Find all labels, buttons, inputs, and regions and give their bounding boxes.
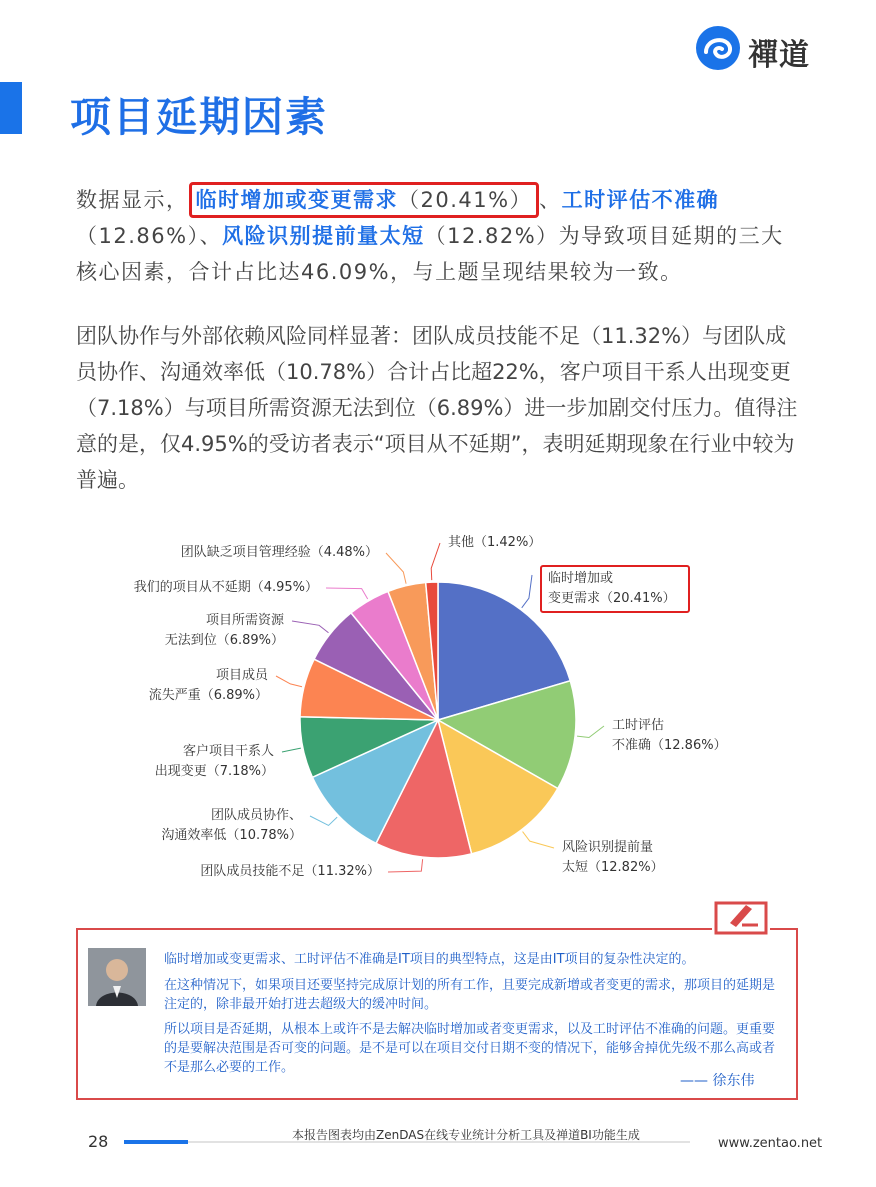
pie-leader-line bbox=[282, 748, 301, 752]
pie-leader-line bbox=[522, 575, 532, 608]
pie-label-line-2: 无法到位（6.89%） bbox=[164, 633, 284, 648]
pie-label bbox=[161, 806, 302, 846]
pie-label bbox=[165, 611, 284, 651]
pie-label-line-2: 太短（12.82%） bbox=[562, 860, 664, 875]
highlight-box bbox=[189, 182, 540, 218]
pie-label-line-2: 不准确（12.86%） bbox=[612, 738, 727, 753]
pie-label-line-1: 工时评估 bbox=[612, 718, 665, 733]
pie-leader-line bbox=[577, 726, 604, 738]
highlight-factor-1-value: （20.41%） bbox=[398, 188, 533, 212]
pie-label-line-1: 团队成员技能不足（11.32%） bbox=[200, 864, 380, 879]
zentao-logo bbox=[694, 22, 844, 74]
expert-avatar bbox=[88, 948, 146, 1006]
pie-label-line-1: 临时增加或 bbox=[548, 571, 614, 586]
highlight-factor-3: 风险识别提前量太短 bbox=[222, 224, 425, 248]
pie-leader-line bbox=[431, 543, 440, 580]
pie-label bbox=[181, 543, 378, 563]
p1-separator: 、 bbox=[539, 188, 562, 212]
pie-label-line-2: 出现变更（7.18%） bbox=[154, 764, 274, 779]
intro-paragraph bbox=[76, 182, 806, 290]
pie-label-line-1: 其他（1.42%） bbox=[448, 535, 542, 550]
pie-leader-line bbox=[276, 676, 302, 687]
pie-label-line-2: 流失严重（6.89%） bbox=[148, 688, 268, 703]
quote-author: —— 徐东伟 bbox=[680, 1073, 755, 1089]
pie-label-line-1: 项目成员 bbox=[215, 668, 268, 683]
pie-label-line-1: 团队成员协作、 bbox=[210, 808, 302, 823]
pie-label-line-1: 项目所需资源 bbox=[205, 613, 284, 628]
pie-label-line-1: 客户项目干系人 bbox=[182, 744, 274, 759]
quote-line-1: 临时增加或变更需求、工时评估不准确是IT项目的典型特点，这是由IT项目的复杂性决定的。 bbox=[164, 952, 695, 967]
analysis-paragraph: 团队协作与外部依赖风险同样显著：团队成员技能不足（11.32%）与团队成员协作、沟通效率低（10.78%）合计占比超22%，客户项目干系人出现变更（7.18%）与项目所需资源无法到位（6.89%）进一步加剧交付压力。值得注意的是，仅4.95%的受访者表示“项目从不延期”，表明延期现象在行业中较为普遍。 bbox=[76, 324, 798, 492]
footer-accent-line bbox=[124, 1140, 188, 1144]
pie-label bbox=[540, 565, 690, 613]
pie-label-line-2: 沟通效率低（10.78%） bbox=[161, 828, 302, 843]
delay-factors-pie-chart bbox=[0, 520, 876, 890]
highlight-factor-1: 临时增加或变更需求 bbox=[195, 188, 398, 212]
footer-note: 本报告图表均由ZenDAS在线专业统计分析工具及禅道BI功能生成 bbox=[292, 1128, 640, 1142]
pie-label-line-1: 风险识别提前量 bbox=[562, 840, 654, 855]
pie-leader-line bbox=[388, 859, 423, 872]
pie-label bbox=[134, 578, 318, 598]
pie-label bbox=[155, 742, 274, 782]
pie-leader-line bbox=[523, 832, 554, 848]
highlight-factor-2-value: （12.86%）、 bbox=[76, 224, 223, 248]
pie-label-line-1: 团队缺乏项目管理经验（4.48%） bbox=[180, 545, 378, 560]
pie-label bbox=[448, 533, 541, 553]
page-title: 项目延期因素 bbox=[70, 93, 328, 141]
pie-leader-line bbox=[310, 816, 337, 825]
pie-label-line-2: 变更需求（20.41%） bbox=[548, 591, 676, 606]
logo-wordmark: 禪道 bbox=[748, 38, 810, 73]
pie-label bbox=[200, 862, 380, 882]
logo-swirl-icon bbox=[694, 24, 742, 72]
p1-prefix: 数据显示， bbox=[76, 188, 189, 212]
quote-line-2: 在这种情况下，如果项目还要坚持完成原计划的所有工作，且要完成新增或者变更的需求，那项目的延期是注定的，除非最开始打进去超级大的缓冲时间。 bbox=[164, 978, 776, 1012]
pie-label bbox=[149, 666, 268, 706]
pie-leader-line bbox=[326, 588, 368, 599]
footer-url: www.zentao.net bbox=[718, 1136, 823, 1151]
edit-note-icon bbox=[712, 893, 770, 937]
pie-label-line-1: 我们的项目从不延期（4.95%） bbox=[133, 580, 318, 595]
page-number: 28 bbox=[88, 1132, 109, 1151]
quote-line-3: 所以项目是否延期，从根本上或许不是去解决临时增加或者变更需求，以及工时评估不准确的问题。更重要的是要解决范围是否可变的问题。是不是可以在项目交付日期不变的情况下，能够舍掉优先级不那么高或者不是那么必要的工作。 bbox=[164, 1022, 776, 1075]
section-accent-bar bbox=[0, 82, 22, 134]
pie-label bbox=[562, 838, 664, 878]
pie-leader-line bbox=[292, 621, 328, 633]
highlight-factor-2: 工时评估不准确 bbox=[561, 188, 720, 212]
p1-rest: （12.82%）为导致项目延期的三大核心因素，合计占比达46.09%，与上题呈现结果较为一致。 bbox=[76, 224, 784, 284]
pie-leader-line bbox=[386, 553, 406, 584]
pie-label bbox=[612, 716, 727, 756]
